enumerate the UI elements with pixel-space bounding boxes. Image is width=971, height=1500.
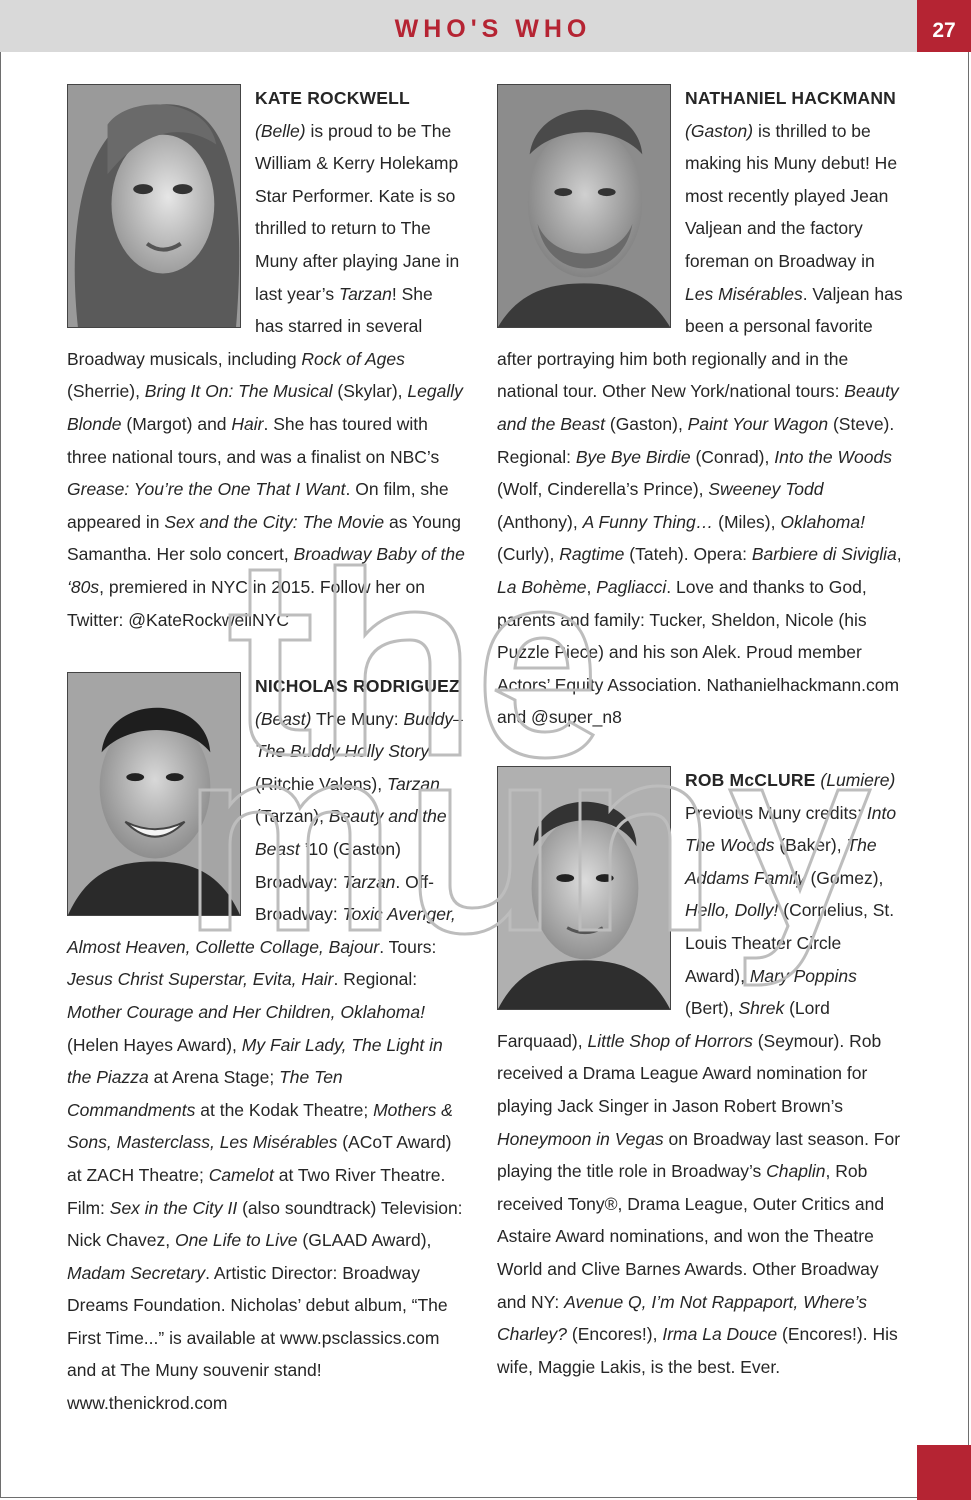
show-title: Mothers & Sons, Masterclass, Les Misérables [67,1099,453,1153]
bio-text: ’10 (Gaston) Broadway: [255,838,401,892]
bio-text: (Tateh). Opera: [624,544,752,565]
bio-name: ROB McCLURE [685,770,816,790]
bio-text: ! She has starred in several Broadway musicals, including [67,283,433,369]
bio-nicholas-rodriguez [67,670,465,1420]
show-title: Shrek [738,998,785,1019]
headshot-nicholas-rodriguez [67,672,241,916]
show-title: Honeymoon in Vegas [497,1128,664,1149]
show-title: Mother Courage and Her Children, Oklahoma! [67,1001,425,1022]
bio-text: . Off-Broadway: [255,871,434,925]
show-title: Sweeney Todd [708,479,824,500]
bio-role: (Lumiere) [820,770,896,790]
bio-role: (Belle) [255,120,306,141]
show-title: Pagliacci [596,576,667,597]
show-title: Toxic Avenger, Almost Heaven, Collette Collage, Bajour [67,904,456,957]
bio-text: (GLAAD Award), [297,1230,432,1251]
show-title: Ragtime [559,544,625,565]
show-title: Les Misérables [685,283,803,304]
show-title: Tarzan [342,871,396,892]
bio-rob-mcclure [497,764,905,1383]
show-title: Tarzan [338,283,392,304]
bio-text: (Tarzan), [255,806,329,827]
bio-text: is thrilled to be making his Muny debut! He most recently played Jean Valjean and the factory foreman on Broadway in [685,120,898,271]
bio-text: (Cornelius, St. Louis Theater Circle Award), [685,900,895,986]
show-title: Paint Your Wagon [687,413,829,434]
bio-name: NATHANIEL HACKMANN [685,88,896,108]
show-title: Sex in the City II [109,1197,238,1218]
bio-text: . She has toured with three national tours, and was a finalist on NBC’s [67,413,440,467]
bio-text: , [896,544,902,565]
show-title: Jesus Christ Superstar, Evita, Hair [67,969,334,990]
bio-text: (Steve). Regional: [497,413,895,467]
bio-text: (Helen Hayes Award), [67,1034,242,1055]
bio-role: (Gaston) [685,120,754,141]
section-title: WHO'S WHO [394,15,592,43]
show-title: Mary Poppins [749,965,857,986]
show-title: Beauty and the Beast [255,806,447,859]
show-title: Hello, Dolly! [685,900,779,921]
bio-text: is proud to be The William & Kerry Holekamp Star Performer. Kate is so thrilled to return to The Muny after playing Jane in last year’s [255,120,460,304]
bio-text: Previous Muny credits: [685,802,867,823]
bio-text: (Margot) and [121,413,232,434]
show-title: Broadway Baby of the ‘80s [67,544,465,597]
headshot-nathaniel-hackmann [497,84,671,328]
bio-text: . Love and thanks to God, parents and family: Tucker, Sheldon, Nicole (his Puzzle Piece) and his son Alek. Proud member Actors’ Equity Association. Nathanielhackmann.com and @super_n8 [497,576,900,728]
show-title: Oklahoma! [780,511,865,532]
bio-text: (ACoT Award) at ZACH Theatre; [67,1132,452,1185]
bio-text: The Muny: [311,708,404,729]
bio-text: (Ritchie Valens), [255,773,387,794]
show-title: Avenue Q, I’m Not Rappaport, Where’s Charley? [497,1291,867,1345]
bio-text: on Broadway last season. For playing the title role in Broadway’s [497,1128,901,1182]
bio-text: (Curly), [497,544,560,565]
headshot-kate-rockwell [67,84,241,328]
show-title: Tarzan [386,773,440,794]
bio-text: , Rob received Tony®, Drama League, Outer Critics and Astaire Award nominations, and won the Theatre World and Clive Barnes Awards. Other Broadway and NY: [497,1161,885,1312]
show-title: Chaplin [766,1161,826,1182]
show-title: Beauty and the Beast [497,381,899,434]
bio-text: (Seymour). Rob received a Drama League Award nomination for playing Jack Singer in Jason Robert Brown’s [497,1030,882,1116]
bio-text: . Artistic Director: Broadway Dreams Foundation. Nicholas’ debut album, “The First Time...” is available at www.psclassics.com and at The Muny souvenir stand! www.thenickrod.com [67,1262,448,1414]
bio-text: as Young Samantha. Her solo concert, [67,511,462,565]
show-title: A Funny Thing… [582,511,714,532]
bio-text: (Encores!), [567,1324,663,1345]
show-title: Grease: You’re the One That I Want [67,479,346,500]
bio-text: (Baker), [774,835,847,856]
bio-text: at Arena Stage; [148,1067,280,1088]
bio-text: at Two River Theatre. Film: [67,1164,446,1218]
bio-text: . Regional: [333,969,418,990]
bio-name: KATE ROCKWELL [255,88,410,108]
bio-text: (Skylar), [332,381,408,402]
bio-name: NICHOLAS RODRIGUEZ [255,676,460,696]
show-title: La Bohème [497,576,587,597]
show-title: My Fair Lady, The Light in the Piazza [67,1034,443,1088]
bio-text: (Lord Farquaad), [497,998,830,1051]
show-title: Camelot [208,1164,274,1185]
page-number: 27 [932,19,956,42]
headshot-rob-mcclure [497,766,671,1010]
bio-text: (Conrad), [690,446,775,467]
show-title: The Ten Commandments [67,1067,343,1120]
bio-text: . Valjean has been a personal favorite after portraying him both regionally and in the national tour. Other New York/national tours: [497,283,903,402]
bio-text: , [586,576,597,597]
show-title: Buddy–The Buddy Holly Story [255,708,463,762]
bio-text: (Gomez), [805,867,884,888]
page-number-box [917,0,971,52]
show-title: Little Shop of Horrors [587,1030,753,1051]
bio-text: , premiered in NYC in 2015. Follow her on Twitter: @KateRockwellNYC [67,576,425,630]
bio-text: (Wolf, Cinderella’s Prince), [497,479,709,500]
bio-kate-rockwell [67,82,465,636]
bio-text: (also soundtrack) Television: Nick Chavez, [67,1197,463,1251]
bio-text: (Sherrie), [67,381,145,402]
show-title: Bring It On: The Musical [144,381,333,402]
show-title: The Addams Family [685,835,877,888]
show-title: Madam Secretary [67,1262,206,1283]
show-title: One Life to Live [174,1230,298,1251]
bio-text: (Anthony), [497,511,583,532]
bio-text: (Encores!). His wife, Maggie Lakis, is the best. Ever. [497,1324,898,1377]
bio-text: (Bert), [685,998,739,1019]
show-title: Hair [231,413,264,434]
bio-text: . Tours: [379,936,437,957]
show-title: Irma La Douce [662,1324,778,1345]
show-title: Barbiere di Siviglia [751,544,897,565]
show-title: Into the Woods [774,446,892,467]
show-title: Legally Blonde [67,381,463,434]
bio-role: (Beast) [255,708,312,729]
bio-text: at the Kodak Theatre; [195,1099,374,1120]
show-title: Rock of Ages [301,348,405,369]
bio-text: (Gaston), [605,413,688,434]
bio-text: . On film, she appeared in [67,479,449,532]
show-title: Into The Woods [685,802,897,856]
corner-tab [917,1445,971,1500]
bio-nathaniel-hackmann [497,82,905,734]
show-title: Bye Bye Birdie [575,446,691,467]
show-title: Sex and the City: The Movie [164,511,385,532]
bio-text: (Miles), [713,511,781,532]
